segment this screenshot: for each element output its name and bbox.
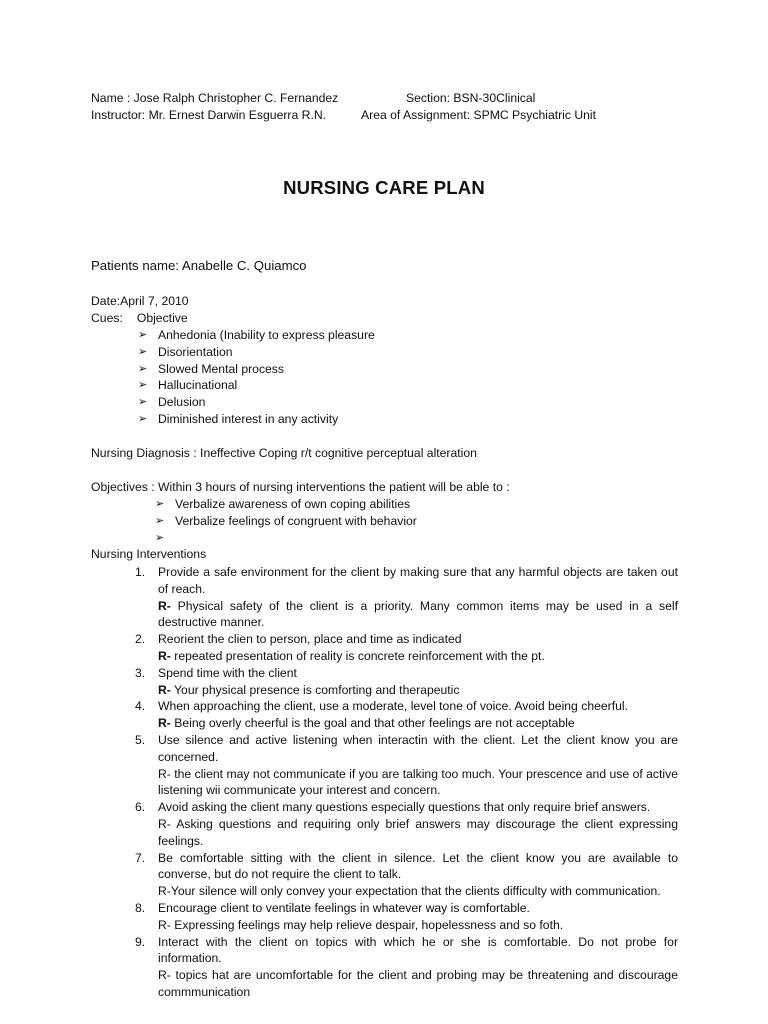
intervention-text: Provide a safe environment for the client by making sure that any harmful objects are taken out of reach. xyxy=(158,565,678,596)
student-name: Name : Jose Ralph Christopher C. Fernandez xyxy=(91,91,339,105)
arrow-bullet-icon: ➢ xyxy=(138,411,148,425)
date: Date:April 7, 2010 xyxy=(91,294,189,308)
intervention-rationale: R- topics hat are uncomfortable for the client and probing may be threatening and discourage commmunication xyxy=(158,968,678,999)
area-of-assignment: Area of Assignment: SPMC Psychiatric Unit xyxy=(361,108,597,122)
intervention-rationale: R- the client may not communicate if you are talking too much. Your prescence and use of active listening wii communicate your interest and concern. xyxy=(158,766,678,798)
intervention-item: 6. Avoid asking the client many questions especially questions that only require brief answers. R- Asking questions and requiring only brief answers may discourage the client expressing feelings. xyxy=(135,800,678,848)
list-item: ➢ Disorientation xyxy=(138,344,233,359)
arrow-bullet-icon: ➢ xyxy=(138,361,148,375)
intervention-rationale: R- Being overly cheerful is the goal and that other feelings are not acceptable xyxy=(158,716,575,731)
intervention-text: Avoid asking the client many questions especially questions that only require brief answers. xyxy=(158,800,651,815)
intervention-item: 9. Interact with the client on topics with which he or she is comfortable. Do not probe for information. R- topics hat are uncomfortable for the client and probing may be threatening and discourage commmunication xyxy=(135,934,678,999)
intervention-item: 1. Provide a safe environment for the client by making sure that any harmful objects are taken out of reach. R- Physical safety of the client is a priority. Many common items may be used in a self destructive manner. xyxy=(135,565,678,630)
list-item: ➢ Hallucinational xyxy=(138,378,238,393)
intervention-item: 8. Encourage client to ventilate feelings in whatever way is comfortable. R- Expressing feelings may help relieve despair, hopelessness and so foth. xyxy=(135,900,678,934)
list-item: ➢ Verbalize feelings of congruent with behavior xyxy=(155,513,417,528)
intervention-text: Use silence and active listening when interactin with the client. Let the client know you are concerned. xyxy=(158,732,678,764)
objectives-line: Objectives : Within 3 hours of nursing interventions the patient will be able to : xyxy=(91,480,510,494)
interventions-heading: Nursing Interventions xyxy=(91,547,207,561)
list-item: ➢ Delusion xyxy=(138,395,206,410)
intervention-text: Interact with the client on topics with which he or she is comfortable. Do not probe for information. xyxy=(158,934,678,966)
intervention-text: Encourage client to ventilate feelings in whatever way is comfortable. xyxy=(158,900,530,915)
intervention-item: 2. Reorient the clien to person, place and time as indicated R- repeated presentation of reality is concrete reinforcement with the pt. xyxy=(135,631,678,665)
arrow-bullet-icon: ➢ xyxy=(138,395,148,409)
intervention-text: Be comfortable sitting with the client in silence. Let the client know you are available to converse, but do not require the client to talk. xyxy=(158,850,678,882)
interventions-list xyxy=(135,564,678,1001)
objectives-list xyxy=(153,496,417,546)
instructor-name: Instructor: Mr. Ernest Darwin Esguerra R.N. xyxy=(91,108,327,122)
cues-type: Objective xyxy=(136,311,188,325)
list-item: ➢ Anhedonia (Inability to express pleasure xyxy=(138,328,375,342)
arrow-bullet-icon: ➢ xyxy=(155,530,165,544)
arrow-bullet-icon: ➢ xyxy=(138,328,148,341)
intervention-rationale: R- Asking questions and requiring only brief answers may discourage the client expressing feelings. xyxy=(158,816,678,848)
arrow-bullet-icon: ➢ xyxy=(155,513,165,527)
arrow-bullet-icon: ➢ xyxy=(138,378,148,392)
intervention-rationale: R- Your physical presence is comforting and therapeutic xyxy=(158,682,460,697)
intervention-text: Reorient the clien to person, place and time as indicated xyxy=(158,632,462,647)
intervention-item: 4. When approaching the client, use a moderate, level tone of voice. Avoid being cheerful. R- Being overly cheerful is the goal and that other feelings are not acceptable xyxy=(135,698,678,732)
patient-name: Patients name: Anabelle C. Quiamco xyxy=(91,258,307,273)
cues-list xyxy=(136,327,375,428)
intervention-rationale: R- Expressing feelings may help relieve despair, hopelessness and so foth. xyxy=(158,917,564,932)
arrow-bullet-icon: ➢ xyxy=(155,497,165,510)
intervention-item: 7. Be comfortable sitting with the client in silence. Let the client know you are available to converse, but do not require the client to talk. R-Your silence will only convey your expectation that the clients difficulty with communication. xyxy=(135,850,678,899)
intervention-rationale: R-Your silence will only convey your expectation that the clients difficulty with communication. xyxy=(158,884,661,899)
list-item xyxy=(153,530,417,547)
section-info: Section: BSN-30Clinical xyxy=(406,91,536,105)
intervention-rationale: R- repeated presentation of reality is concrete reinforcement with the pt. xyxy=(158,648,545,663)
intervention-item: 5. Use silence and active listening when interactin with the client. Let the client know you are concerned. R- the client may not communicate if you are talking too much. Your prescence and use of active listening wii communicate your interest and concern. xyxy=(135,732,678,798)
list-item: ➢ Verbalize awareness of own coping abilities xyxy=(155,497,411,511)
intervention-text: Spend time with the client xyxy=(158,665,297,680)
intervention-item: 3. Spend time with the client R- Your physical presence is comforting and therapeutic xyxy=(135,665,678,699)
intervention-text: When approaching the client, use a moderate, level tone of voice. Avoid being cheerful. xyxy=(158,699,628,714)
intervention-rationale: R- Physical safety of the client is a priority. Many common items may be used in a self destructive manner. xyxy=(158,598,678,630)
arrow-bullet-icon: ➢ xyxy=(138,344,148,358)
nursing-diagnosis: Nursing Diagnosis : Ineffective Coping r/t cognitive perceptual alteration xyxy=(91,446,477,460)
page-title: NURSING CARE PLAN xyxy=(283,177,485,198)
list-item: ➢ Slowed Mental process xyxy=(138,361,284,376)
cues-label: Cues: xyxy=(91,311,123,325)
cues-heading xyxy=(91,310,188,327)
list-item: ➢ Diminished interest in any activity xyxy=(138,411,339,426)
